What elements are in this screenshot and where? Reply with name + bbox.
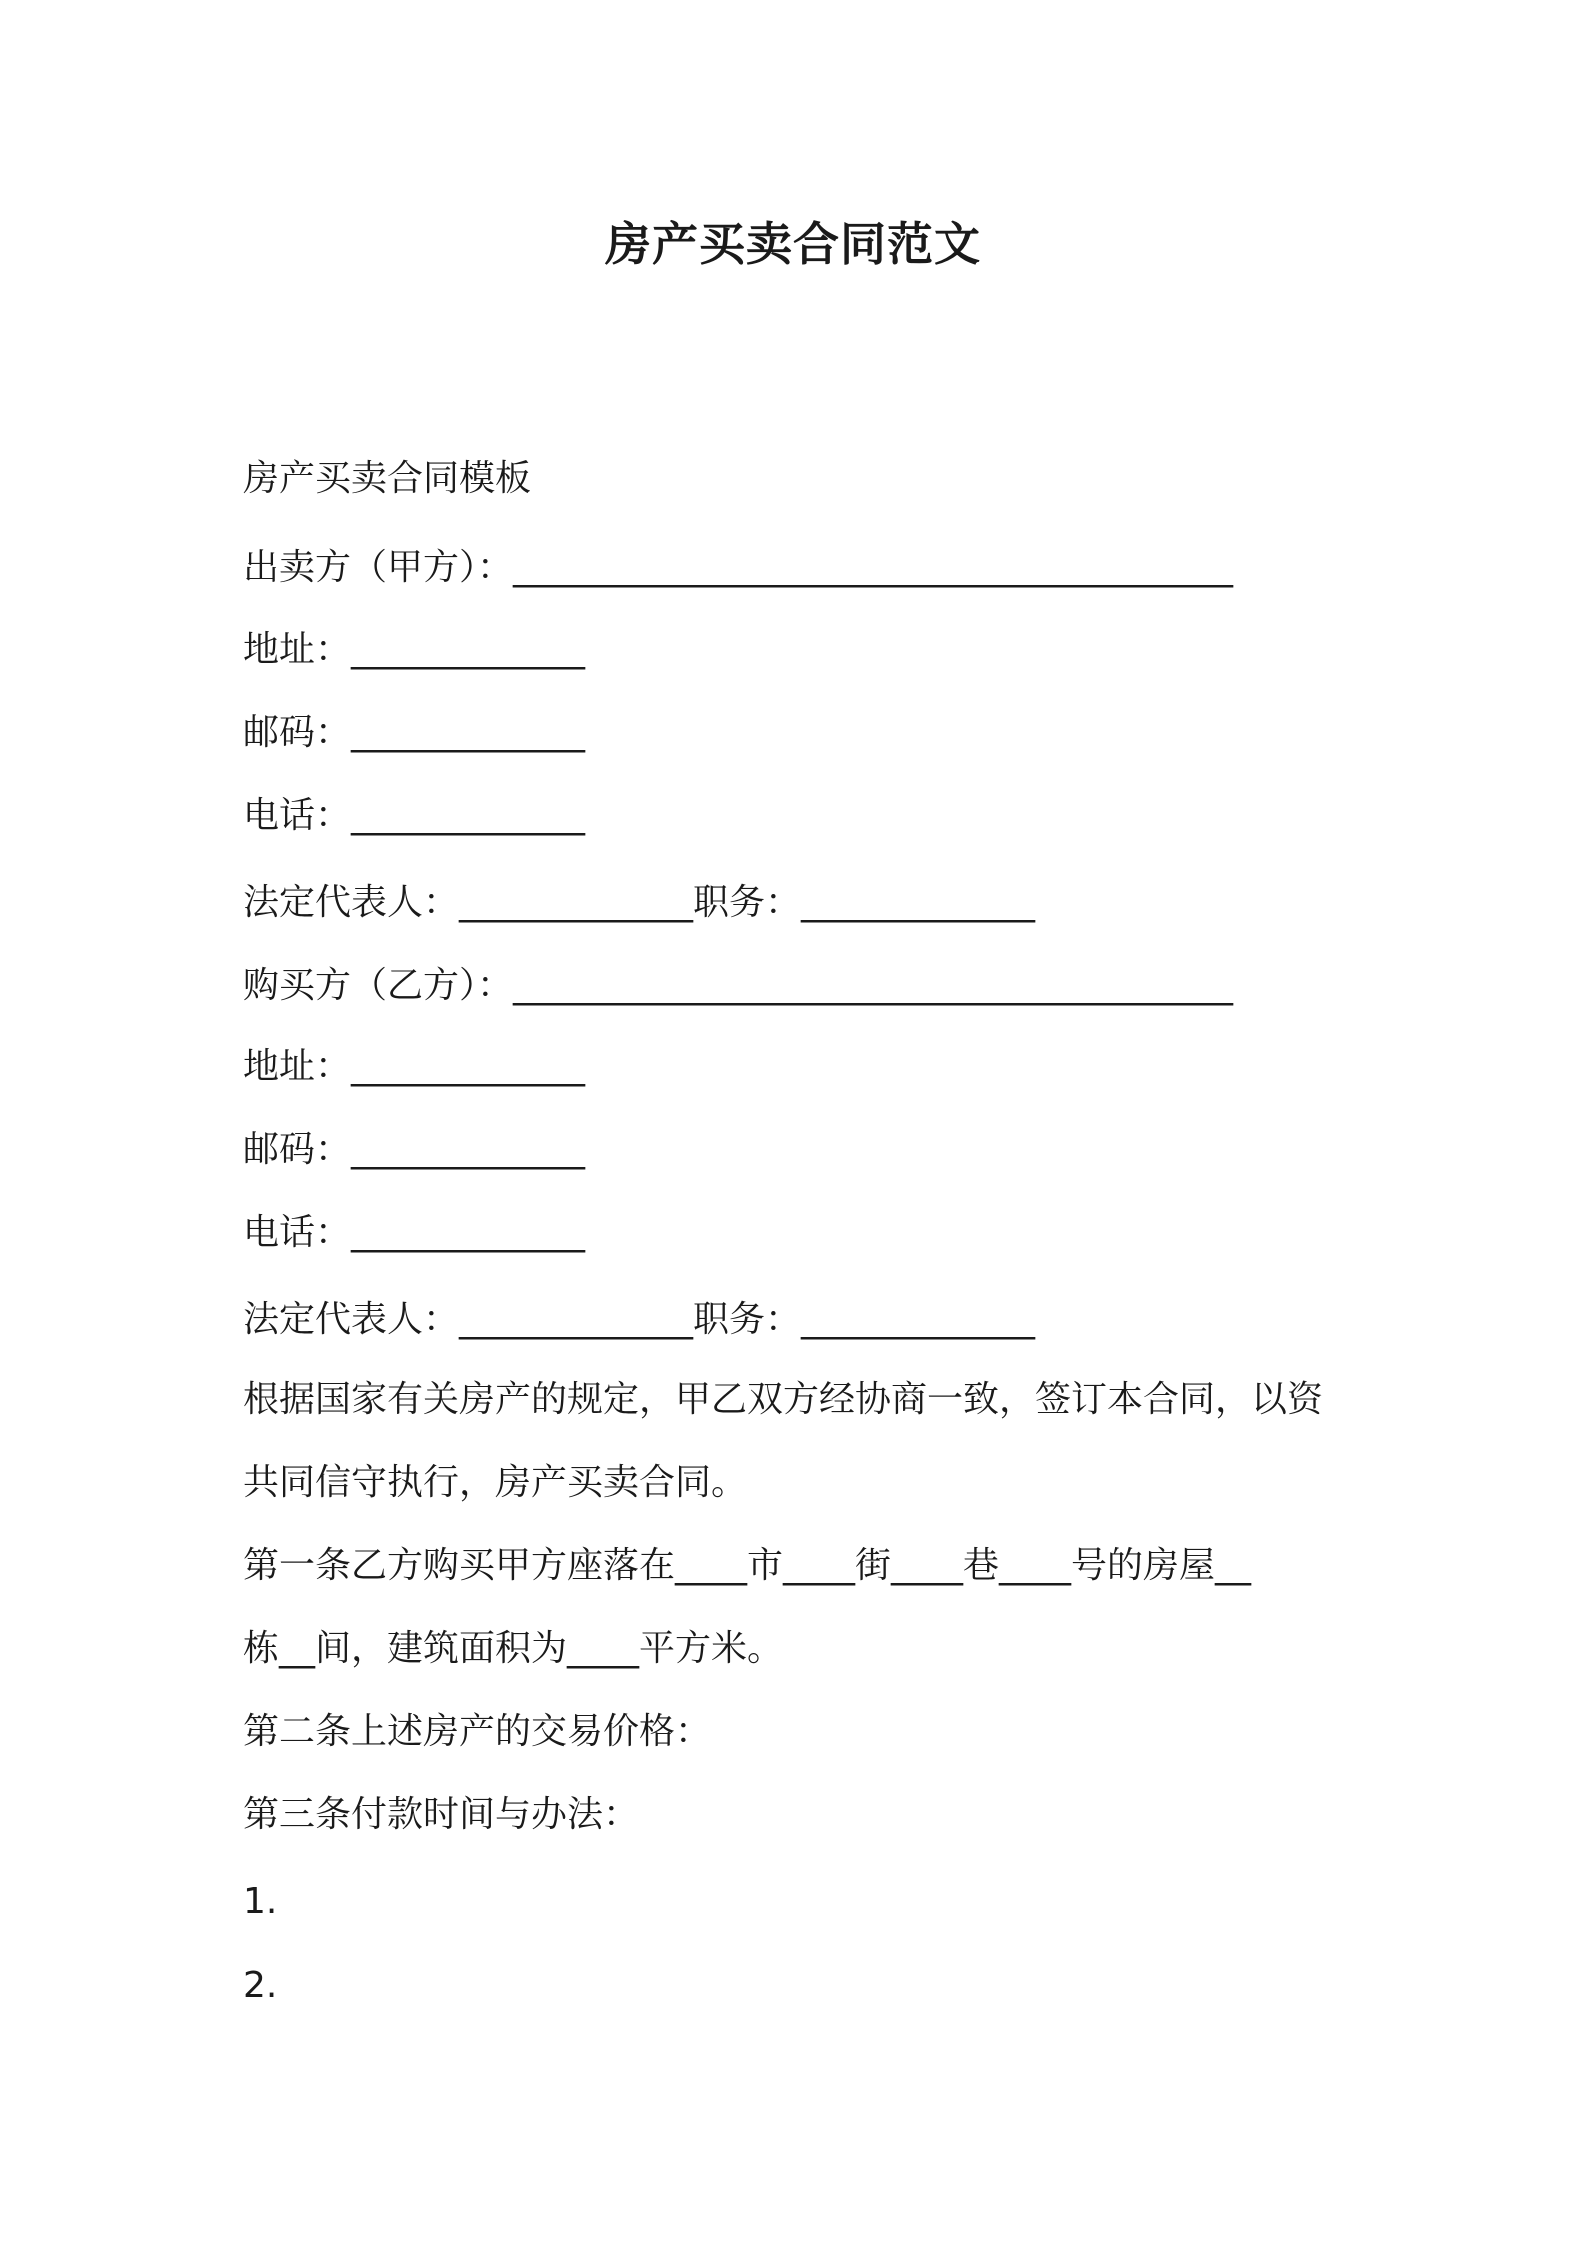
seller-line: 出卖方（甲方）：________________________________________ bbox=[243, 547, 1234, 588]
article-3: 第三条付款时间与办法： bbox=[243, 1794, 640, 1835]
buyer-postcode-line: 邮码：_____________ bbox=[243, 1129, 586, 1170]
document-title: 房产买卖合同范文 bbox=[605, 217, 981, 271]
template-heading: 房产买卖合同模板 bbox=[243, 458, 532, 499]
article-1-line-1: 第一条乙方购买甲方座落在____市____街____巷____号的房屋__ bbox=[243, 1545, 1252, 1586]
article-2: 第二条上述房产的交易价格： bbox=[243, 1711, 712, 1752]
preamble-line-1: 根据国家有关房产的规定，甲乙双方经协商一致，签订本合同，以资 bbox=[243, 1379, 1324, 1420]
preamble-line-2: 共同信守执行，房产买卖合同。 bbox=[243, 1462, 748, 1503]
seller-address-line: 地址：_____________ bbox=[243, 629, 586, 670]
buyer-address-line: 地址：_____________ bbox=[243, 1046, 586, 1087]
seller-phone-line: 电话：_____________ bbox=[243, 795, 586, 836]
buyer-representative-line: 法定代表人：_____________职务：_____________ bbox=[243, 1299, 1036, 1340]
list-item-1: 1. bbox=[243, 1881, 278, 1922]
buyer-line: 购买方（乙方）：________________________________________ bbox=[243, 965, 1234, 1006]
seller-representative-line: 法定代表人：_____________职务：_____________ bbox=[243, 882, 1036, 923]
seller-postcode-line: 邮码：_____________ bbox=[243, 712, 586, 753]
buyer-phone-line: 电话：_____________ bbox=[243, 1212, 586, 1253]
list-item-2: 2. bbox=[243, 1965, 278, 2006]
article-1-line-2: 栋__间，建筑面积为____平方米。 bbox=[243, 1628, 784, 1669]
